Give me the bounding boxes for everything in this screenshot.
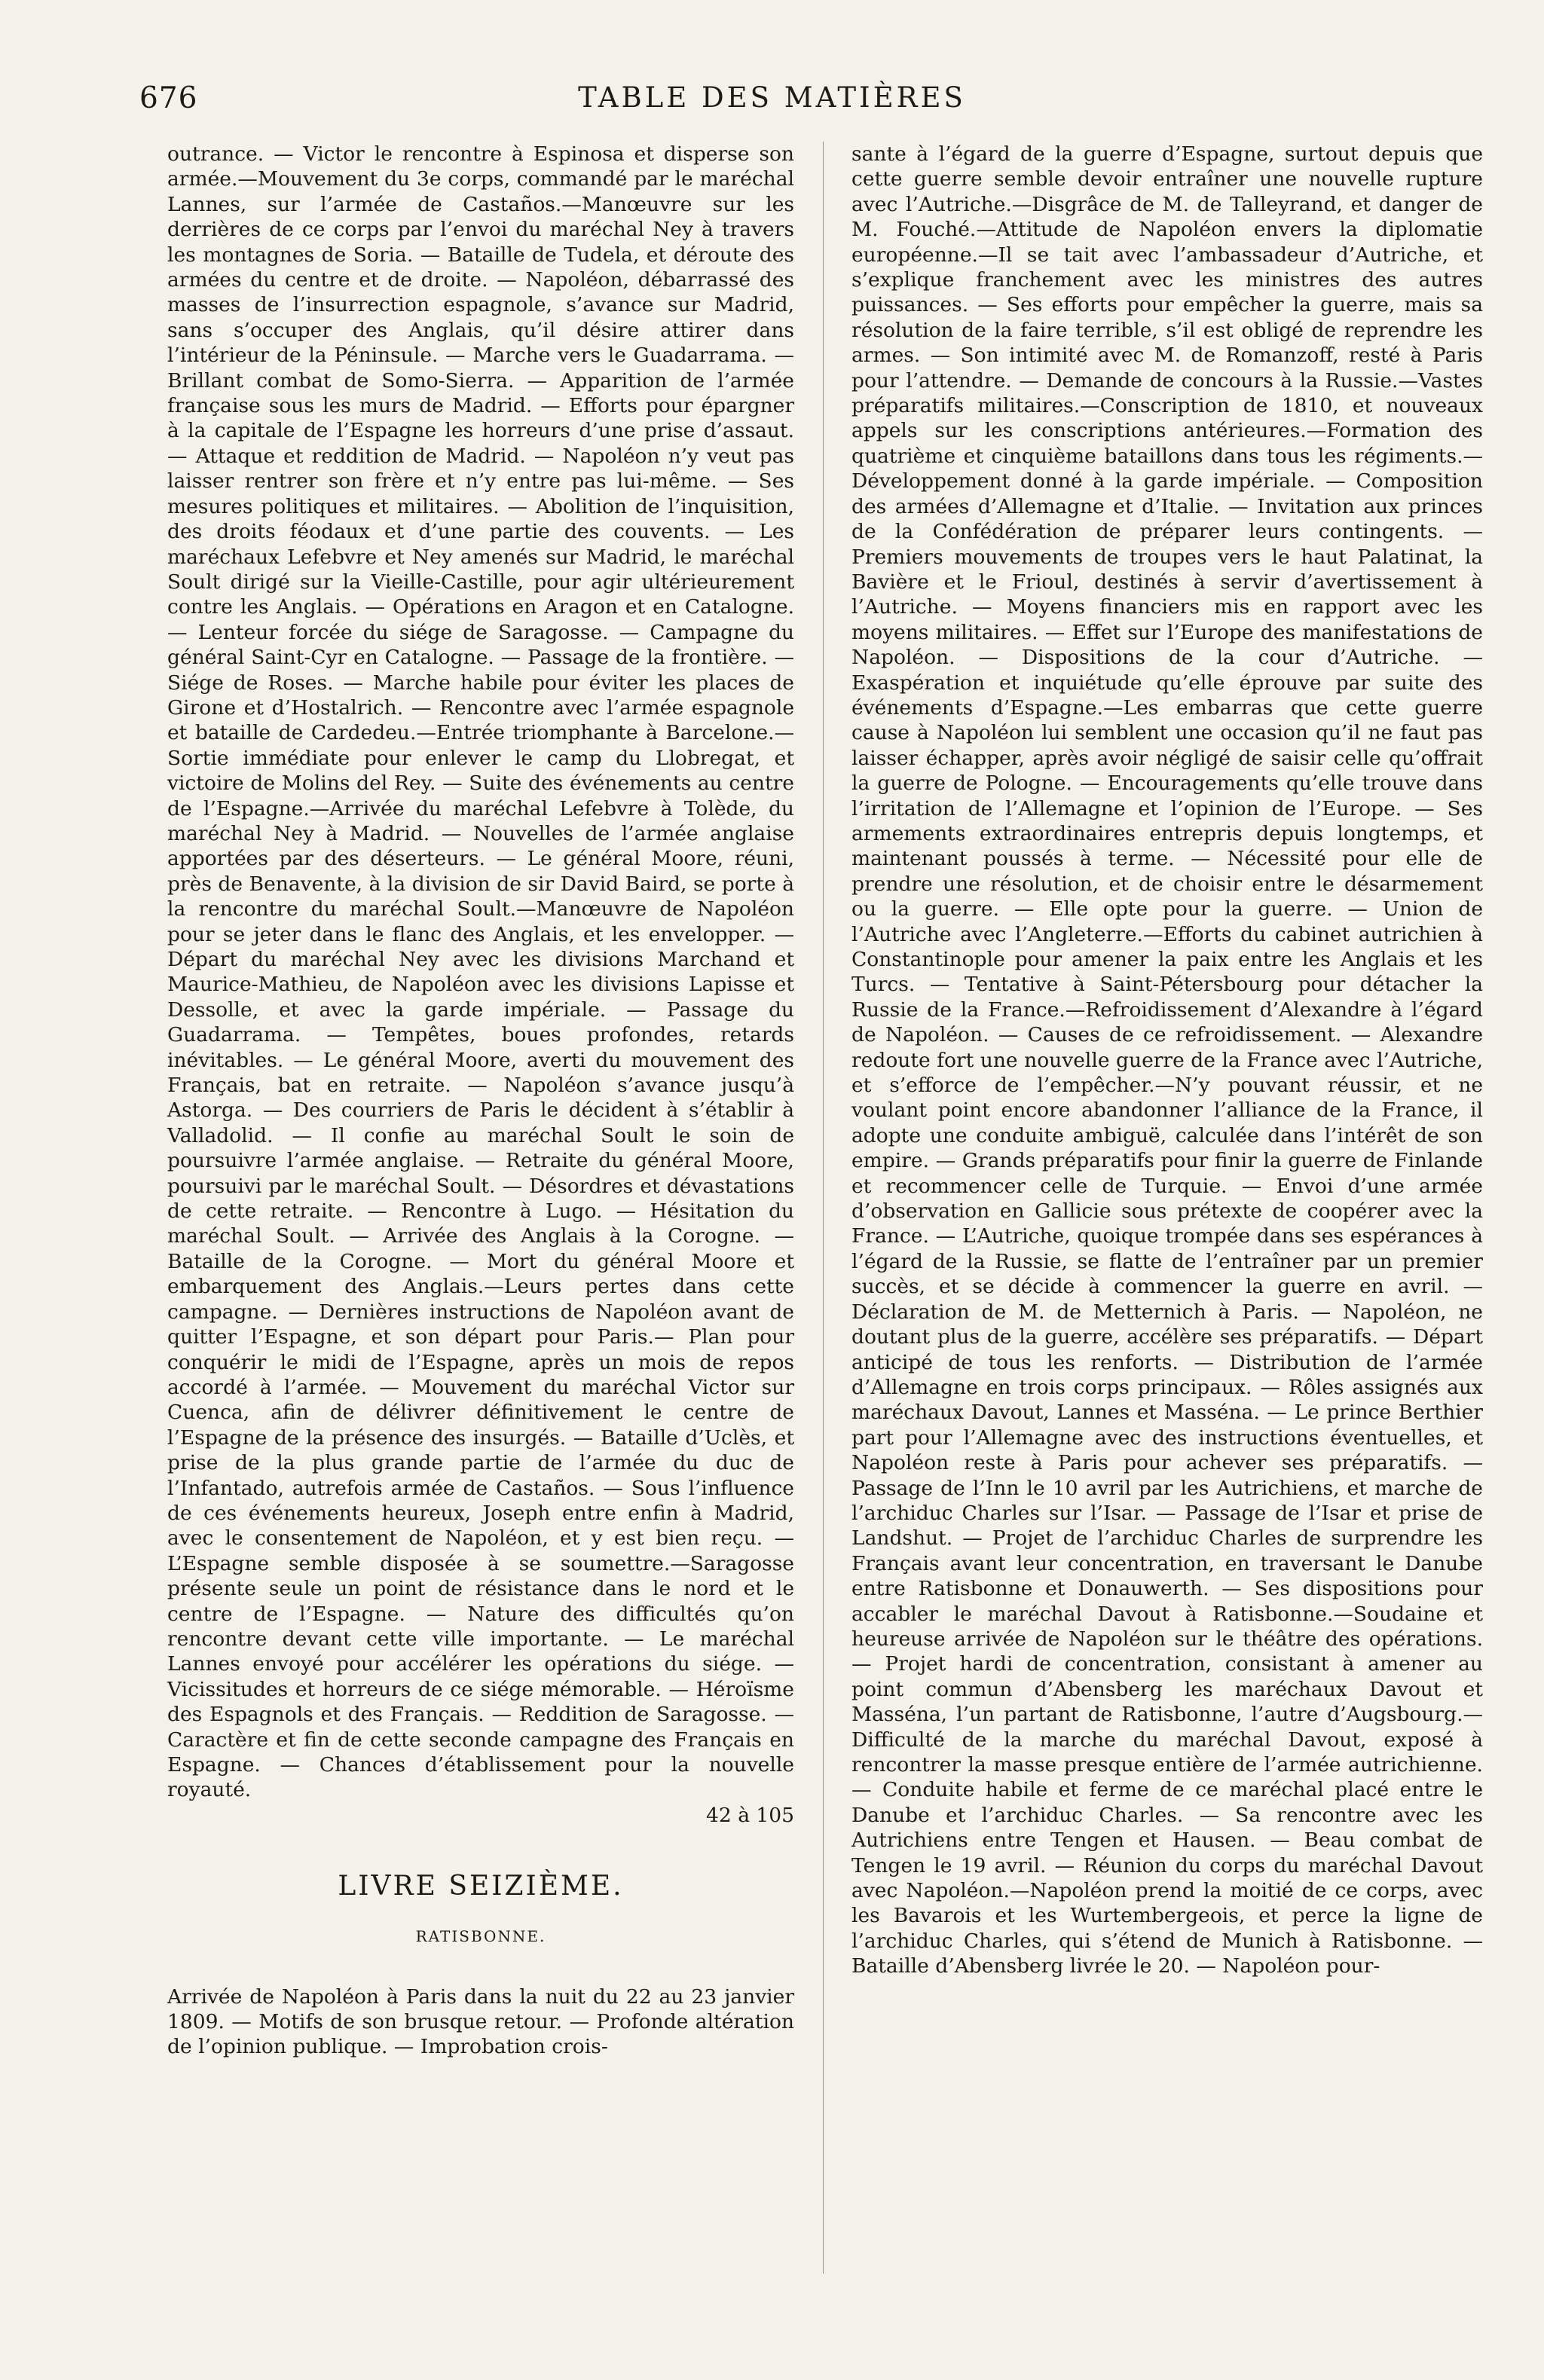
page-range: 42 à 105 bbox=[706, 1803, 794, 1827]
left-column bbox=[167, 142, 794, 2060]
book-summary-opening: Arrivée de Napoléon à Paris dans la nuit du 22 au 23 janvier 1809. — Motifs de son brusque retour. — Profonde altération de l’opinion publique. — Improbation crois- bbox=[167, 1984, 794, 2059]
book-heading: LIVRE SEIZIÈME. bbox=[338, 1871, 624, 1902]
right-column bbox=[851, 142, 1483, 1979]
page-number: 676 bbox=[139, 81, 198, 115]
running-title: TABLE DES MATIÈRES bbox=[578, 81, 966, 114]
chapter-summary-text: outrance. — Victor le rencontre à Espinosa et disperse son armée.—Mouvement du 3e corps, commandé par le maréchal Lannes, sur l’armée de Castaños.—Manœuvre sur les derrières de ce corps par l’envoi du maréchal Ney à travers les montagnes de Soria. — Bataille de Tudela, et déroute des armées du centre et de droite. — Napoléon, débarrassé des masses de l’insurrection espagnole, s’avance sur Madrid, sans s’occuper des Anglais, qu’il désire attirer dans l’intérieur de la Péninsule. — Marche vers le Guadarrama. — Brillant combat de Somo-Sierra. — Apparition de l’armée française sous les murs de Madrid. — Efforts pour épargner à la capitale de l’Espagne les horreurs d’une prise d’assaut. — Attaque et reddition de Madrid. — Napoléon n’y veut pas laisser rentrer son frère et n’y entre pas lui-même. — Ses mesures politiques et militaires. — Abolition de l’inquisition, des droits féodaux et d’une partie des couvents. — Les maréchaux Lefebvre et Ney amenés sur Madrid, le maréchal Soult dirigé sur la Vieille-Castille, pour agir ultérieurement contre les Anglais. — Opérations en Aragon et en Catalogne. — Lenteur forcée du siége de Saragosse. — Campagne du général Saint-Cyr en Catalogne. — Passage de la frontière. — Siége de Roses. — Marche habile pour éviter les places de Girone et d’Hostalrich. — Rencontre avec l’armée espagnole et bataille de Cardedeu.—Entrée triomphante à Barcelone.—Sortie immédiate pour enlever le camp du Llobregat, et victoire de Molins del Rey. — Suite des événements au centre de l’Espagne.—Arrivée du maréchal Lefebvre à Tolède, du maréchal Ney à Madrid. — Nouvelles de l’armée anglaise apportées par des déserteurs. — Le général Moore, réuni, près de Benavente, à la division de sir David Baird, se porte à la rencontre du maréchal Soult.—Manœuvre de Napoléon pour se jeter dans le flanc des Anglais, et les envelopper. — Départ du maréchal Ney avec les divisions Marchand et Maurice-Mathieu, de Napoléon avec les divisions Lapisse et Dessolle, et avec la garde impériale. — Passage du Guadarrama. — Tempêtes, boues profondes, retards inévitables. — Le général Moore, averti du mouvement des Français, bat en retraite. — Napoléon s’avance jusqu’à Astorga. — Des courriers de Paris le décident à s’établir à Valladolid. — Il confie au maréchal Soult le soin de poursuivre l’armée anglaise. — Retraite du général Moore, poursuivi par le maréchal Soult. — Désordres et dévastations de cette retraite. — Rencontre à Lugo. — Hésitation du maréchal Soult. — Arrivée des Anglais à la Corogne. — Bataille de la Corogne. — Mort du général Moore et embarquement des Anglais.—Leurs pertes dans cette campagne. — Dernières instructions de Napoléon avant de quitter l’Espagne, et son départ pour Paris.— Plan pour conquérir le midi de l’Espagne, après un mois de repos accordé à l’armée. — Mouvement du maréchal Victor sur Cuenca, afin de délivrer définitivement le centre de l’Espagne de la présence des insurgés. — Bataille d’Uclès, et prise de la plus grande partie de l’armée du duc de l’Infantado, autrefois armée de Castaños. — Sous l’influence de ces événements heureux, Joseph entre enfin à Madrid, avec le consentement de Napoléon, et y est bien reçu. — L’Espagne semble disposée à se soumettre.—Saragosse présente seule un point de résistance dans le nord et le centre de l’Espagne. — Nature des difficultés qu’on rencontre devant cette ville importante. — Le maréchal Lannes envoyé pour accélérer les opérations du siége. — Vicissitudes et horreurs de ce siége mémorable. — Héroïsme des Espagnols et des Français. — Reddition de Saragosse. — Caractère et fin de cette seconde campagne des Français en Espagne. — Chances d’établissement pour la nouvelle royauté. bbox=[167, 142, 794, 1802]
column-divider bbox=[823, 142, 824, 2274]
book-summary-continuation: sante à l’égard de la guerre d’Espagne, surtout depuis que cette guerre semble devoir entraîner une nouvelle rupture avec l’Autriche.—Disgrâce de M. de Talleyrand, et danger de M. Fouché.—Attitude de Napoléon envers la diplomatie européenne.—Il se tait avec l’ambassadeur d’Autriche, et s’explique franchement avec les ministres des autres puissances. — Ses efforts pour empêcher la guerre, mais sa résolution de la faire terrible, s’il est obligé de reprendre les armes. — Son intimité avec M. de Romanzoff, resté à Paris pour l’attendre. — Demande de concours à la Russie.—Vastes préparatifs militaires.—Conscription de 1810, et nouveaux appels sur les conscriptions antérieures.—Formation des quatrième et cinquième bataillons dans tous les régiments.—Développement donné à la garde impériale. — Composition des armées d’Allemagne et d’Italie. — Invitation aux princes de la Confédération de préparer leurs contingents. — Premiers mouvements de troupes vers le haut Palatinat, la Bavière et le Frioul, destinés à servir d’avertissement à l’Autriche. — Moyens financiers mis en rapport avec les moyens militaires. — Effet sur l’Europe des manifestations de Napoléon. — Dispositions de la cour d’Autriche. — Exaspération et inquiétude qu’elle éprouve par suite des événements d’Espagne.—Les embarras que cette guerre cause à Napoléon lui semblent une occasion qu’il ne faut pas laisser échapper, après avoir négligé de saisir celle qu’offrait la guerre de Pologne. — Encouragements qu’elle trouve dans l’irritation de l’Allemagne et l’opinion de l’Europe. — Ses armements extraordinaires entrepris depuis longtemps, et maintenant poussés à terme. — Nécessité pour elle de prendre une résolution, et de choisir entre le désarmement ou la guerre. — Elle opte pour la guerre. — Union de l’Autriche avec l’Angleterre.—Efforts du cabinet autrichien à Constantinople pour amener la paix entre les Anglais et les Turcs. — Tentative à Saint-Pétersbourg pour détacher la Russie de la France.—Refroidissement d’Alexandre à l’égard de Napoléon. — Causes de ce refroidissement. — Alexandre redoute fort une nouvelle guerre de la France avec l’Autriche, et s’efforce de l’empêcher.—N’y pouvant réussir, et ne voulant point encore abandonner l’alliance de la France, il adopte une conduite ambiguë, calculée dans l’intérêt de son empire. — Grands préparatifs pour finir la guerre de Finlande et recommencer celle de Turquie. — Envoi d’une armée d’observation en Gallicie sous prétexte de coopérer avec la France. — L’Autriche, quoique trompée dans ses espérances à l’égard de la Russie, se flatte de l’entraîner par un premier succès, et se décide à commencer la guerre en avril. — Déclaration de M. de Metternich à Paris. — Napoléon, ne doutant plus de la guerre, accélère ses préparatifs. — Départ anticipé de tous les renforts. — Distribution de l’armée d’Allemagne en trois corps principaux. — Rôles assignés aux maréchaux Davout, Lannes et Masséna. — Le prince Berthier part pour l’Allemagne avec des instructions éventuelles, et Napoléon reste à Paris pour achever ses préparatifs. — Passage de l’Inn le 10 avril par les Autrichiens, et marche de l’archiduc Charles sur l’Isar. — Passage de l’Isar et prise de Landshut. — Projet de l’archiduc Charles de surprendre les Français avant leur concentration, en traversant le Danube entre Ratisbonne et Donauwerth. — Ses dispositions pour accabler le maréchal Davout à Ratisbonne.—Soudaine et heureuse arrivée de Napoléon sur le théâtre des opérations. — Projet hardi de concentration, consistant à amener au point commun d’Abensberg les maréchaux Davout et Masséna, l’un partant de Ratisbonne, l’autre d’Augsbourg.—Difficulté de la marche du maréchal Davout, exposé à rencontrer la masse presque entière de l’armée autrichienne. — Conduite habile et ferme de ce maréchal placé entre le Danube et l’archiduc Charles. — Sa rencontre avec les Autrichiens entre Tengen et Hausen. — Beau combat de Tengen le 19 avril. — Réunion du corps du maréchal Davout avec Napoléon.—Napoléon prend la moitié de ce corps, avec les Bavarois et les Wurtembergeois, et perce la ligne de l’archiduc Charles, qui s’étend de Munich à Ratisbonne. — Bataille d’Abensberg livrée le 20. — Napoléon pour- bbox=[851, 142, 1483, 1978]
book-subtitle: RATISBONNE. bbox=[415, 1927, 546, 1946]
chapter-summary-entry bbox=[167, 142, 794, 1828]
